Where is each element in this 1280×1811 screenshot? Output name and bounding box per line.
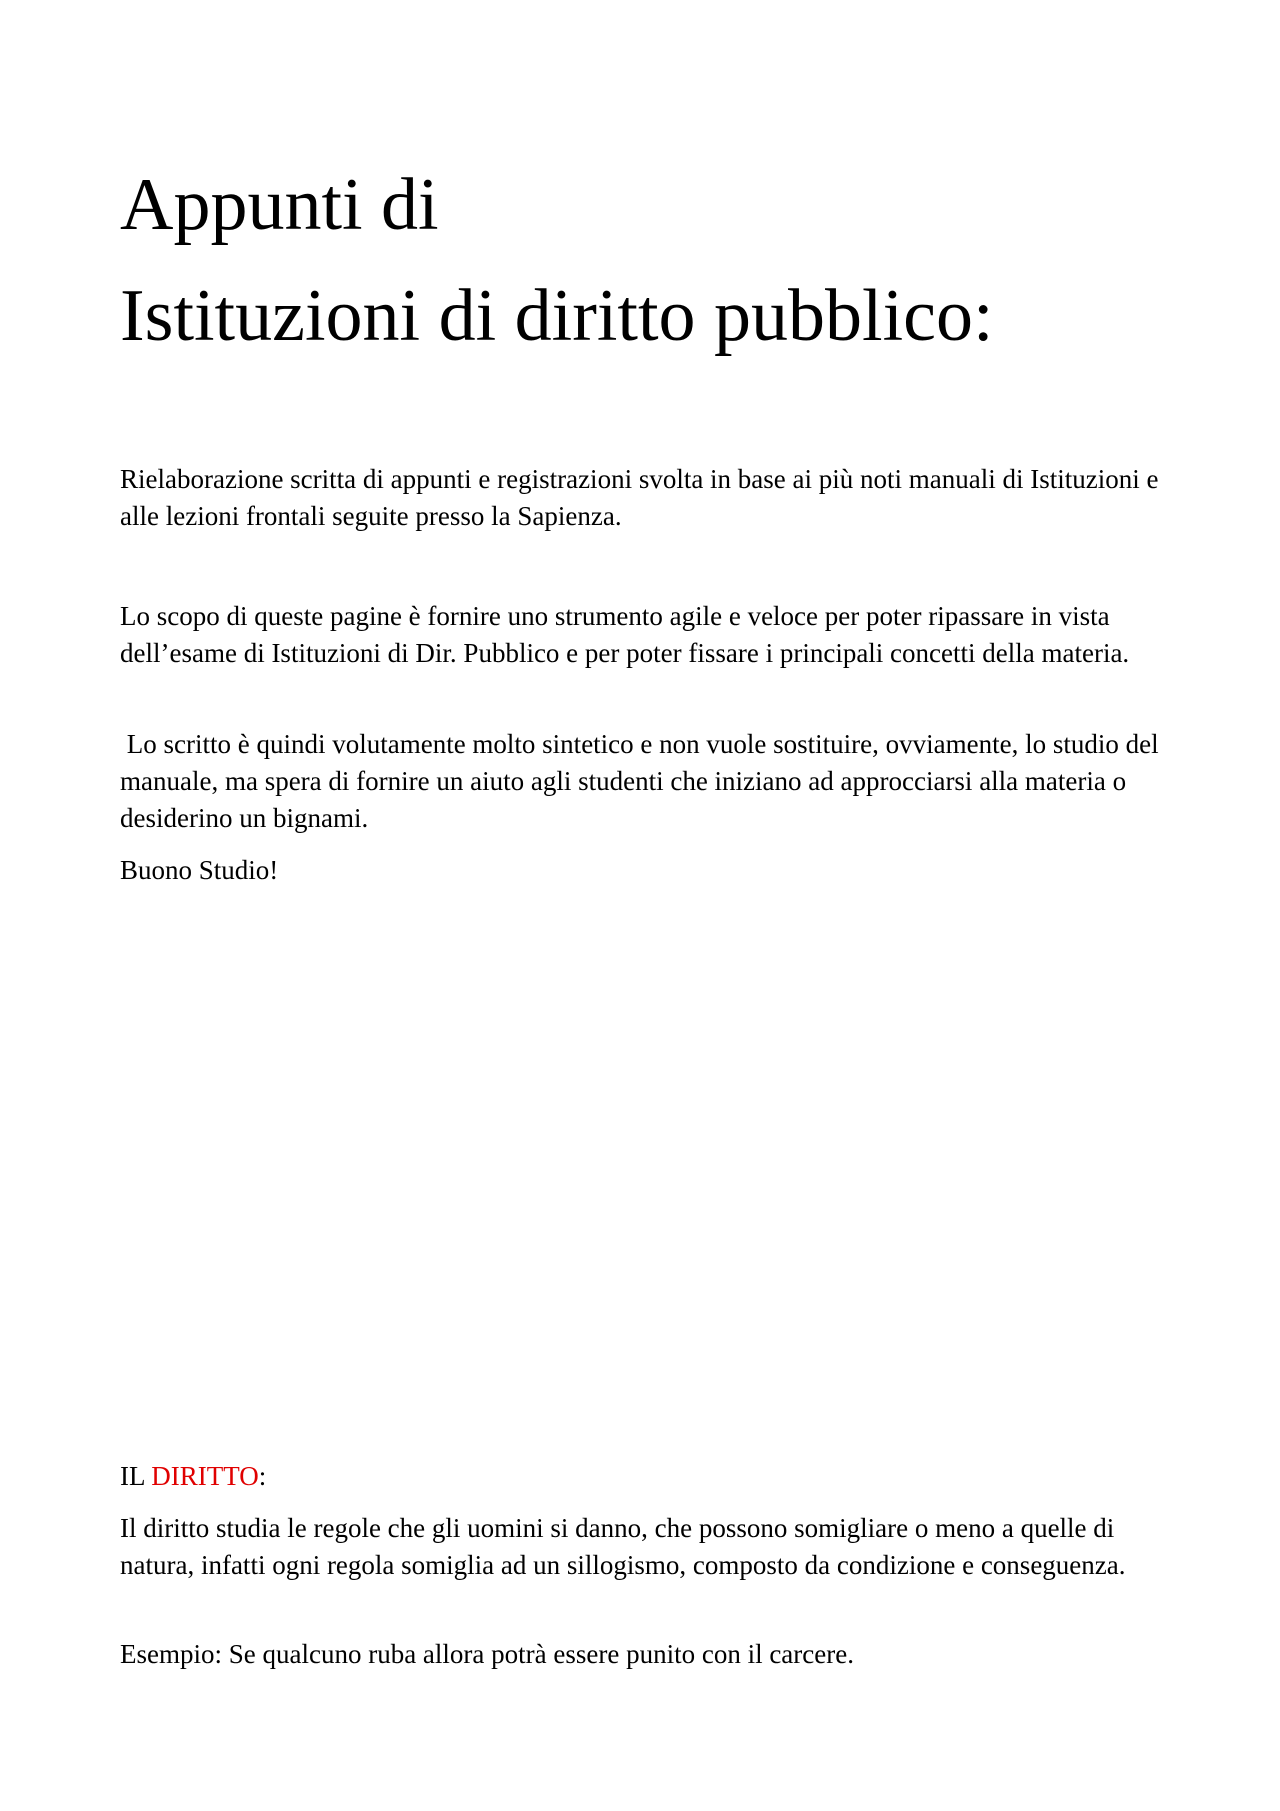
disclaimer-paragraph: Lo scritto è quindi volutamente molto sintetico e non vuole sostituire, ovviamente, lo studio del manuale, ma spera di fornire un aiuto agli studenti che iniziano ad approcciarsi alla materia o desiderino un bignami.: [120, 729, 1166, 833]
document-title: [120, 150, 1180, 372]
section-heading-suffix: :: [258, 1461, 267, 1491]
title-line-2: Istituzioni di diritto pubblico:: [120, 275, 994, 357]
section-heading: [120, 1458, 1180, 1495]
intro-paragraph: Rielaborazione scritta di appunti e registrazioni svolta in base ai più noti manuali di Istituzioni e alle lezioni frontali seguite presso la Sapienza.: [120, 464, 1159, 531]
section-heading-keyword: DIRITTO: [151, 1461, 259, 1491]
section-body-paragraph: Il diritto studia le regole che gli uomini si danno, che possono somigliare o meno a quelle di natura, infatti ogni regola somiglia ad un sillogismo, composto da condizione e conseguenza.: [120, 1513, 1126, 1580]
scope-paragraph: Lo scopo di queste pagine è fornire uno strumento agile e veloce per poter ripassare in vista dell’esame di Istituzioni di Dir. Pubblico e per poter fissare i principali concetti della materia.: [120, 601, 1130, 668]
title-line-1: Appunti di: [120, 164, 439, 246]
closing-greeting: Buono Studio!: [120, 855, 279, 885]
section-heading-prefix: IL: [120, 1461, 152, 1491]
example-paragraph: Esempio: Se qualcuno ruba allora potrà essere punito con il carcere.: [120, 1639, 854, 1669]
